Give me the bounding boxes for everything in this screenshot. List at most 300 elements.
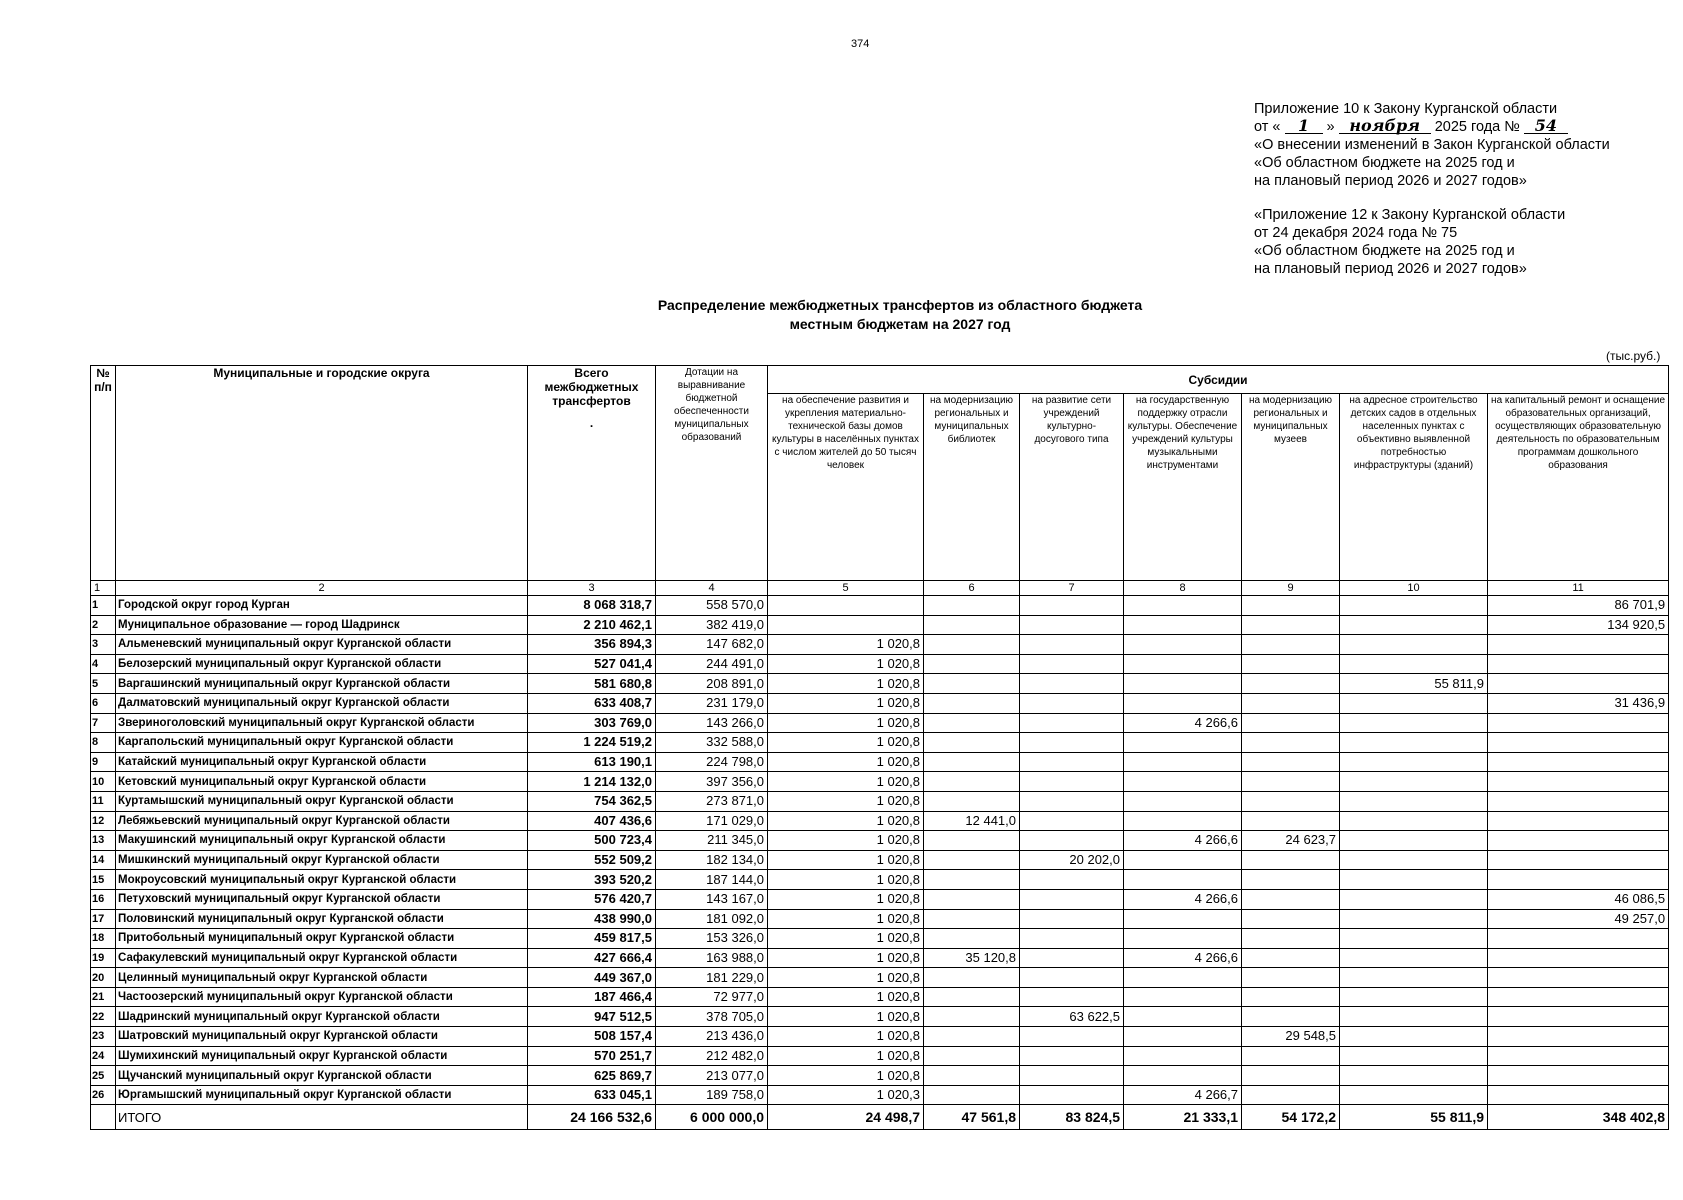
subsidy-libraries-cell	[924, 1046, 1020, 1066]
subsidy-preschool-repair-cell	[1488, 870, 1669, 890]
municipality-name-cell: Катайский муниципальный округ Курганской области	[116, 752, 528, 772]
subsidy-musical-instruments-cell	[1124, 654, 1242, 674]
subsidy-equalization-cell: 181 229,0	[656, 968, 768, 988]
municipality-name-cell: Лебяжьевский муниципальный округ Курганской области	[116, 811, 528, 831]
header-total-mark: .	[589, 416, 594, 430]
subsidy-preschool-repair-cell	[1488, 1027, 1669, 1047]
subsidy-preschool-repair-cell	[1488, 654, 1669, 674]
table-row	[91, 1027, 1669, 1047]
row-index-cell: 7	[91, 713, 116, 733]
subsidy-equalization-cell: 163 988,0	[656, 948, 768, 968]
subsidy-musical-instruments-cell	[1124, 811, 1242, 831]
row-index-cell: 2	[91, 615, 116, 635]
subsidy-libraries-cell	[924, 791, 1020, 811]
subsidy-preschool-repair-cell: 86 701,9	[1488, 596, 1669, 616]
subsidy-kindergartens-cell	[1340, 752, 1488, 772]
subsidy-musical-instruments-cell	[1124, 850, 1242, 870]
subsidy-kindergartens-cell	[1340, 1066, 1488, 1086]
subsidy-kindergartens-cell	[1340, 635, 1488, 655]
table-row	[91, 948, 1669, 968]
totals-label: ИТОГО	[116, 1105, 528, 1130]
subsidy-culture-houses-cell: 1 020,8	[768, 1066, 924, 1086]
subsidy-cultural-network-cell	[1020, 1046, 1124, 1066]
municipality-name-cell: Кетовский муниципальный округ Курганской области	[116, 772, 528, 792]
subsidy-kindergartens-cell	[1340, 850, 1488, 870]
subsidy-libraries-cell: 35 120,8	[924, 948, 1020, 968]
municipality-name-cell: Целинный муниципальный округ Курганской области	[116, 968, 528, 988]
subsidy-museums-cell	[1242, 909, 1340, 929]
subsidy-equalization-cell: 212 482,0	[656, 1046, 768, 1066]
subsidy-equalization-cell: 153 326,0	[656, 929, 768, 949]
subsidy-cultural-network-cell	[1020, 733, 1124, 753]
row-index-cell: 9	[91, 752, 116, 772]
subsidy-preschool-repair-cell	[1488, 929, 1669, 949]
subsidy-kindergartens-cell	[1340, 1007, 1488, 1027]
subsidy-cultural-network-cell	[1020, 693, 1124, 713]
subsidy-cultural-network-cell	[1020, 791, 1124, 811]
total-transfers-cell: 438 990,0	[528, 909, 656, 929]
row-index-cell: 14	[91, 850, 116, 870]
header-c4: Дотации на выравнивание бюджетной обеспеченности муниципальных образований	[656, 366, 768, 581]
total-transfers-cell: 303 769,0	[528, 713, 656, 733]
subsidy-preschool-repair-cell: 31 436,9	[1488, 693, 1669, 713]
header-subsidies: Субсидии	[768, 366, 1669, 394]
subsidy-museums-cell	[1242, 1066, 1340, 1086]
subsidy-museums-cell	[1242, 948, 1340, 968]
subsidy-museums-cell	[1242, 889, 1340, 909]
subsidy-preschool-repair-cell	[1488, 713, 1669, 733]
subsidy-cultural-network-cell: 20 202,0	[1020, 850, 1124, 870]
table-row	[91, 615, 1669, 635]
subsidy-musical-instruments-cell: 4 266,6	[1124, 948, 1242, 968]
row-index-cell: 20	[91, 968, 116, 988]
subsidy-kindergartens-cell	[1340, 811, 1488, 831]
municipality-name-cell: Белозерский муниципальный округ Курганской области	[116, 654, 528, 674]
subsidy-equalization-cell: 558 570,0	[656, 596, 768, 616]
total-transfers-cell: 8 068 318,7	[528, 596, 656, 616]
subsidy-preschool-repair-cell: 46 086,5	[1488, 889, 1669, 909]
units-label: (тыс.руб.)	[1606, 349, 1661, 363]
totals-c5: 24 498,7	[768, 1105, 924, 1130]
total-transfers-cell: 633 408,7	[528, 693, 656, 713]
column-number: 3	[528, 581, 656, 596]
municipality-name-cell: Макушинский муниципальный округ Курганской области	[116, 831, 528, 851]
row-index-cell: 5	[91, 674, 116, 694]
subsidy-preschool-repair-cell	[1488, 674, 1669, 694]
subsidy-musical-instruments-cell	[1124, 615, 1242, 635]
row-index-cell: 22	[91, 1007, 116, 1027]
subsidy-equalization-cell: 378 705,0	[656, 1007, 768, 1027]
row-index-cell: 10	[91, 772, 116, 792]
row-index-cell: 18	[91, 929, 116, 949]
subsidy-equalization-cell: 244 491,0	[656, 654, 768, 674]
municipality-name-cell: Шадринский муниципальный округ Курганской области	[116, 1007, 528, 1027]
column-number: 8	[1124, 581, 1242, 596]
subsidy-culture-houses-cell: 1 020,3	[768, 1085, 924, 1105]
row-index-cell: 26	[91, 1085, 116, 1105]
subsidy-cultural-network-cell	[1020, 811, 1124, 831]
subsidy-museums-cell	[1242, 693, 1340, 713]
subsidy-musical-instruments-cell	[1124, 693, 1242, 713]
table-row	[91, 693, 1669, 713]
subsidy-libraries-cell	[924, 929, 1020, 949]
total-transfers-cell: 633 045,1	[528, 1085, 656, 1105]
total-transfers-cell: 187 466,4	[528, 987, 656, 1007]
table-row	[91, 850, 1669, 870]
subsidy-kindergartens-cell	[1340, 1046, 1488, 1066]
subsidy-cultural-network-cell	[1020, 615, 1124, 635]
header-c10: на адресное строительство детских садов в отдельных населенных пунктах с объективно выявленной потребностью инфраструктуры (зданий)	[1340, 394, 1488, 581]
column-number: 2	[116, 581, 528, 596]
total-transfers-cell: 1 214 132,0	[528, 772, 656, 792]
table-row	[91, 654, 1669, 674]
subsidy-cultural-network-cell	[1020, 635, 1124, 655]
subsidy-museums-cell	[1242, 929, 1340, 949]
totals-row	[91, 1105, 1669, 1130]
subsidy-libraries-cell	[924, 752, 1020, 772]
subsidy-preschool-repair-cell	[1488, 811, 1669, 831]
subsidy-musical-instruments-cell	[1124, 1007, 1242, 1027]
subsidy-equalization-cell: 397 356,0	[656, 772, 768, 792]
subsidy-culture-houses-cell	[768, 615, 924, 635]
table-row	[91, 1007, 1669, 1027]
table-row	[91, 987, 1669, 1007]
subsidy-libraries-cell	[924, 772, 1020, 792]
subsidy-culture-houses-cell: 1 020,8	[768, 693, 924, 713]
municipality-name-cell: Варгашинский муниципальный округ Курганской области	[116, 674, 528, 694]
column-number: 1	[91, 581, 116, 596]
subsidy-musical-instruments-cell	[1124, 674, 1242, 694]
subsidy-museums-cell	[1242, 772, 1340, 792]
subsidy-kindergartens-cell	[1340, 791, 1488, 811]
table-row	[91, 1046, 1669, 1066]
subsidy-culture-houses-cell: 1 020,8	[768, 987, 924, 1007]
header-c7: на развитие сети учреждений культурно-досугового типа	[1020, 394, 1124, 581]
subsidy-equalization-cell: 213 436,0	[656, 1027, 768, 1047]
row-index-cell: 11	[91, 791, 116, 811]
municipality-name-cell: Щучанский муниципальный округ Курганской области	[116, 1066, 528, 1086]
row-index-cell: 21	[91, 987, 116, 1007]
appendix-date-year: 2025 года №	[1434, 119, 1520, 135]
subsidy-cultural-network-cell	[1020, 752, 1124, 772]
total-transfers-cell: 500 723,4	[528, 831, 656, 851]
subsidy-libraries-cell	[924, 1066, 1020, 1086]
table-row	[91, 889, 1669, 909]
municipality-name-cell: Муниципальное образование — город Шадринск	[116, 615, 528, 635]
subsidy-museums-cell	[1242, 968, 1340, 988]
column-number: 7	[1020, 581, 1124, 596]
subsidy-musical-instruments-cell	[1124, 987, 1242, 1007]
subsidy-culture-houses-cell: 1 020,8	[768, 870, 924, 890]
subsidy-libraries-cell	[924, 889, 1020, 909]
page-number: 374	[851, 38, 870, 50]
subsidy-musical-instruments-cell	[1124, 733, 1242, 753]
subsidy-cultural-network-cell	[1020, 1085, 1124, 1105]
subsidy-kindergartens-cell	[1340, 772, 1488, 792]
municipality-name-cell: Городской округ город Курган	[116, 596, 528, 616]
municipality-name-cell: Петуховский муниципальный округ Курганской области	[116, 889, 528, 909]
subsidy-cultural-network-cell	[1020, 772, 1124, 792]
row-index-cell: 16	[91, 889, 116, 909]
column-number-row	[91, 581, 1669, 596]
row-index-cell: 3	[91, 635, 116, 655]
subsidy-culture-houses-cell: 1 020,8	[768, 674, 924, 694]
municipality-name-cell: Половинский муниципальный округ Курганской области	[116, 909, 528, 929]
appendix-line: «Приложение 12 к Закону Курганской области	[1254, 207, 1566, 223]
column-number: 5	[768, 581, 924, 596]
subsidy-preschool-repair-cell: 134 920,5	[1488, 615, 1669, 635]
subsidy-cultural-network-cell	[1020, 968, 1124, 988]
table-row	[91, 811, 1669, 831]
subsidy-equalization-cell: 332 588,0	[656, 733, 768, 753]
document-title-line: Распределение межбюджетных трансфертов из областного бюджета	[657, 297, 1143, 313]
header-c11: на капитальный ремонт и оснащение образовательных организаций, осуществляющих образовательную деятельность по образовательным программам дошкольного образования	[1488, 394, 1669, 581]
header-no: № п/п	[91, 366, 116, 581]
subsidy-musical-instruments-cell	[1124, 635, 1242, 655]
subsidy-libraries-cell	[924, 1085, 1020, 1105]
subsidy-preschool-repair-cell	[1488, 1007, 1669, 1027]
totals-c4: 6 000 000,0	[656, 1105, 768, 1130]
row-index-cell: 15	[91, 870, 116, 890]
appendix-date-mid: »	[1326, 119, 1335, 135]
subsidy-musical-instruments-cell	[1124, 1046, 1242, 1066]
table-row	[91, 968, 1669, 988]
row-index-cell: 23	[91, 1027, 116, 1047]
subsidy-preschool-repair-cell	[1488, 987, 1669, 1007]
subsidy-culture-houses-cell	[768, 596, 924, 616]
table-row	[91, 929, 1669, 949]
subsidy-preschool-repair-cell	[1488, 1066, 1669, 1086]
subsidy-libraries-cell	[924, 635, 1020, 655]
subsidy-kindergartens-cell	[1340, 733, 1488, 753]
totals-c9: 54 172,2	[1242, 1105, 1340, 1130]
subsidy-museums-cell	[1242, 791, 1340, 811]
table-body	[91, 596, 1669, 1105]
header-total	[528, 366, 656, 581]
total-transfers-cell: 570 251,7	[528, 1046, 656, 1066]
total-transfers-cell: 527 041,4	[528, 654, 656, 674]
subsidy-cultural-network-cell: 63 622,5	[1020, 1007, 1124, 1027]
subsidy-libraries-cell	[924, 733, 1020, 753]
totals-c10: 55 811,9	[1340, 1105, 1488, 1130]
subsidy-culture-houses-cell: 1 020,8	[768, 1027, 924, 1047]
subsidy-museums-cell	[1242, 987, 1340, 1007]
subsidy-culture-houses-cell: 1 020,8	[768, 635, 924, 655]
subsidy-museums-cell	[1242, 635, 1340, 655]
subsidy-culture-houses-cell: 1 020,8	[768, 772, 924, 792]
subsidy-preschool-repair-cell	[1488, 635, 1669, 655]
header-municipality: Муниципальные и городские округа	[116, 366, 528, 581]
subsidy-cultural-network-cell	[1020, 654, 1124, 674]
subsidy-equalization-cell: 208 891,0	[656, 674, 768, 694]
row-index-cell: 8	[91, 733, 116, 753]
subsidy-kindergartens-cell	[1340, 968, 1488, 988]
row-index-cell: 13	[91, 831, 116, 851]
subsidy-cultural-network-cell	[1020, 889, 1124, 909]
subsidy-kindergartens-cell	[1340, 615, 1488, 635]
municipality-name-cell: Звериноголовский муниципальный округ Курганской области	[116, 713, 528, 733]
subsidy-libraries-cell: 12 441,0	[924, 811, 1020, 831]
subsidy-musical-instruments-cell	[1124, 1066, 1242, 1086]
subsidy-museums-cell	[1242, 870, 1340, 890]
subsidy-cultural-network-cell	[1020, 1027, 1124, 1047]
subsidy-museums-cell	[1242, 752, 1340, 772]
subsidy-preschool-repair-cell	[1488, 1046, 1669, 1066]
subsidy-museums-cell: 29 548,5	[1242, 1027, 1340, 1047]
subsidy-libraries-cell	[924, 909, 1020, 929]
header-c6: на модернизацию региональных и муниципальных библиотек	[924, 394, 1020, 581]
appendix-line: Приложение 10 к Закону Курганской области	[1254, 101, 1558, 117]
total-transfers-cell: 2 210 462,1	[528, 615, 656, 635]
subsidy-libraries-cell	[924, 850, 1020, 870]
subsidy-museums-cell	[1242, 733, 1340, 753]
table-row	[91, 635, 1669, 655]
subsidy-libraries-cell	[924, 596, 1020, 616]
subsidy-libraries-cell	[924, 1027, 1020, 1047]
subsidy-culture-houses-cell: 1 020,8	[768, 811, 924, 831]
column-number: 6	[924, 581, 1020, 596]
subsidy-culture-houses-cell: 1 020,8	[768, 831, 924, 851]
row-index-cell: 25	[91, 1066, 116, 1086]
subsidy-cultural-network-cell	[1020, 870, 1124, 890]
subsidy-kindergartens-cell	[1340, 713, 1488, 733]
total-transfers-cell: 393 520,2	[528, 870, 656, 890]
subsidy-cultural-network-cell	[1020, 909, 1124, 929]
subsidy-cultural-network-cell	[1020, 948, 1124, 968]
column-number: 10	[1340, 581, 1488, 596]
column-number: 9	[1242, 581, 1340, 596]
subsidy-equalization-cell: 224 798,0	[656, 752, 768, 772]
total-transfers-cell: 356 894,3	[528, 635, 656, 655]
subsidy-libraries-cell	[924, 968, 1020, 988]
table-row	[91, 909, 1669, 929]
subsidy-preschool-repair-cell	[1488, 968, 1669, 988]
total-transfers-cell: 947 512,5	[528, 1007, 656, 1027]
subsidy-kindergartens-cell	[1340, 1027, 1488, 1047]
subsidy-preschool-repair-cell	[1488, 733, 1669, 753]
header-c5: на обеспечение развития и укрепления материально-технической базы домов культуры в населённых пунктах с числом жителей до 50 тысяч человек	[768, 394, 924, 581]
subsidy-musical-instruments-cell	[1124, 791, 1242, 811]
subsidy-kindergartens-cell	[1340, 909, 1488, 929]
appendix-line: на плановый период 2026 и 2027 годов»	[1254, 173, 1527, 189]
subsidy-equalization-cell: 187 144,0	[656, 870, 768, 890]
subsidy-cultural-network-cell	[1020, 987, 1124, 1007]
subsidy-musical-instruments-cell	[1124, 1027, 1242, 1047]
subsidy-equalization-cell: 211 345,0	[656, 831, 768, 851]
subsidy-culture-houses-cell: 1 020,8	[768, 733, 924, 753]
subsidy-cultural-network-cell	[1020, 831, 1124, 851]
row-index-cell: 6	[91, 693, 116, 713]
subsidy-libraries-cell	[924, 615, 1020, 635]
subsidy-preschool-repair-cell: 49 257,0	[1488, 909, 1669, 929]
subsidy-kindergartens-cell	[1340, 987, 1488, 1007]
subsidy-preschool-repair-cell	[1488, 772, 1669, 792]
total-transfers-cell: 407 436,6	[528, 811, 656, 831]
subsidy-kindergartens-cell	[1340, 654, 1488, 674]
subsidy-libraries-cell	[924, 693, 1020, 713]
subsidy-museums-cell	[1242, 654, 1340, 674]
subsidy-culture-houses-cell: 1 020,8	[768, 791, 924, 811]
subsidy-equalization-cell: 231 179,0	[656, 693, 768, 713]
subsidy-libraries-cell	[924, 674, 1020, 694]
header-c8: на государственную поддержку отрасли культуры. Обеспечение учреждений культуры музыкальными инструментами	[1124, 394, 1242, 581]
subsidy-culture-houses-cell: 1 020,8	[768, 654, 924, 674]
subsidy-libraries-cell	[924, 987, 1020, 1007]
subsidy-kindergartens-cell	[1340, 889, 1488, 909]
total-transfers-cell: 625 869,7	[528, 1066, 656, 1086]
subsidy-museums-cell	[1242, 674, 1340, 694]
subsidy-libraries-cell	[924, 654, 1020, 674]
municipality-name-cell: Притобольный муниципальный округ Курганской области	[116, 929, 528, 949]
subsidy-culture-houses-cell: 1 020,8	[768, 1007, 924, 1027]
appendix-line: на плановый период 2026 и 2027 годов»	[1254, 261, 1527, 277]
municipality-name-cell: Куртамышский муниципальный округ Курганской области	[116, 791, 528, 811]
total-transfers-cell: 754 362,5	[528, 791, 656, 811]
municipality-name-cell: Шумихинский муниципальный округ Курганской области	[116, 1046, 528, 1066]
total-transfers-cell: 459 817,5	[528, 929, 656, 949]
municipality-name-cell: Альменевский муниципальный округ Курганской области	[116, 635, 528, 655]
row-index-cell: 24	[91, 1046, 116, 1066]
total-transfers-cell: 552 509,2	[528, 850, 656, 870]
municipality-name-cell: Далматовский муниципальный округ Курганской области	[116, 693, 528, 713]
subsidy-museums-cell	[1242, 713, 1340, 733]
subsidy-equalization-cell: 181 092,0	[656, 909, 768, 929]
table-row	[91, 733, 1669, 753]
subsidy-cultural-network-cell	[1020, 1066, 1124, 1086]
subsidy-museums-cell	[1242, 615, 1340, 635]
appendix-date-line	[1254, 118, 1674, 136]
municipality-name-cell: Частоозерский муниципальный округ Курганской области	[116, 987, 528, 1007]
column-number: 4	[656, 581, 768, 596]
subsidy-museums-cell	[1242, 596, 1340, 616]
row-index-cell: 1	[91, 596, 116, 616]
subsidy-museums-cell	[1242, 811, 1340, 831]
total-transfers-cell: 508 157,4	[528, 1027, 656, 1047]
subsidy-cultural-network-cell	[1020, 929, 1124, 949]
appendix-line: от 24 декабря 2024 года № 75	[1254, 225, 1458, 241]
appendix-line: «Об областном бюджете на 2025 год и	[1254, 243, 1515, 259]
totals-index-cell	[91, 1105, 116, 1130]
subsidy-libraries-cell	[924, 870, 1020, 890]
header-total-label: Всего межбюджетных трансфертов	[544, 366, 639, 408]
appendix-line: «О внесении изменений в Закон Курганской области	[1254, 137, 1610, 153]
row-index-cell: 4	[91, 654, 116, 674]
handwritten-day: 1	[1285, 118, 1323, 134]
appendix-date-prefix: от «	[1254, 119, 1281, 135]
municipality-name-cell: Шатровский муниципальный округ Курганской области	[116, 1027, 528, 1047]
subsidy-kindergartens-cell	[1340, 929, 1488, 949]
municipality-name-cell: Сафакулевский муниципальный округ Курганской области	[116, 948, 528, 968]
subsidy-kindergartens-cell	[1340, 693, 1488, 713]
subsidy-equalization-cell: 182 134,0	[656, 850, 768, 870]
subsidy-equalization-cell: 189 758,0	[656, 1085, 768, 1105]
municipality-name-cell: Каргапольский муниципальный округ Курганской области	[116, 733, 528, 753]
table-row	[91, 596, 1669, 616]
totals-c7: 83 824,5	[1020, 1105, 1124, 1130]
subsidy-libraries-cell	[924, 831, 1020, 851]
header-c9: на модернизацию региональных и муниципальных музеев	[1242, 394, 1340, 581]
subsidy-preschool-repair-cell	[1488, 948, 1669, 968]
subsidy-equalization-cell: 143 266,0	[656, 713, 768, 733]
subsidy-equalization-cell: 213 077,0	[656, 1066, 768, 1086]
totals-c6: 47 561,8	[924, 1105, 1020, 1130]
totals-c11: 348 402,8	[1488, 1105, 1669, 1130]
subsidy-kindergartens-cell: 55 811,9	[1340, 674, 1488, 694]
subsidy-musical-instruments-cell	[1124, 596, 1242, 616]
column-number: 11	[1488, 581, 1669, 596]
subsidy-cultural-network-cell	[1020, 674, 1124, 694]
subsidy-musical-instruments-cell	[1124, 752, 1242, 772]
